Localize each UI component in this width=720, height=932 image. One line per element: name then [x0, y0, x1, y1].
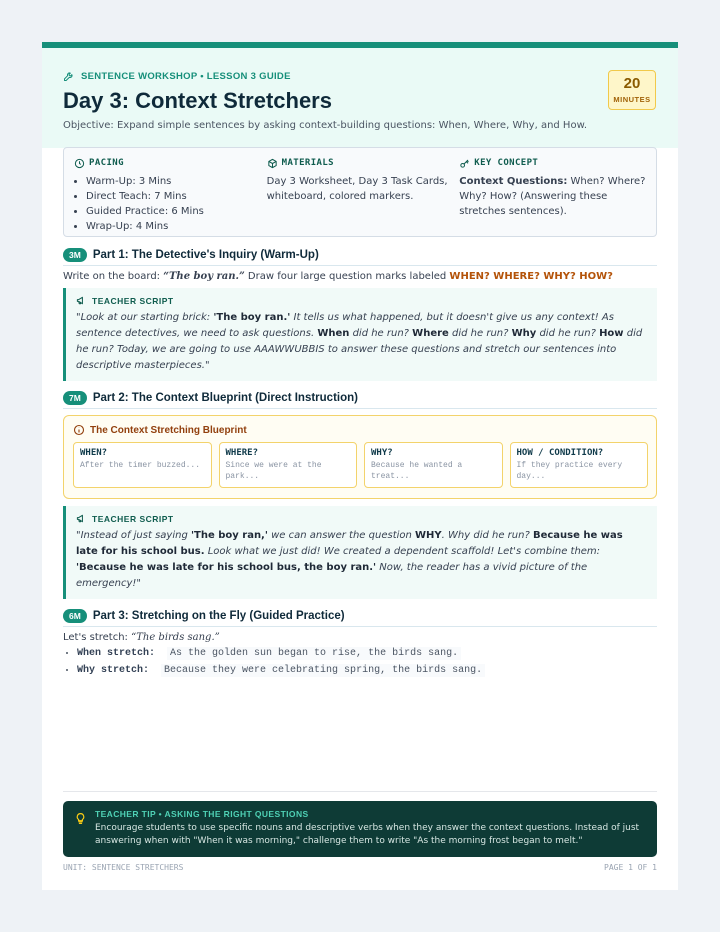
blueprint-card-where: WHERE? Since we were at the park...: [219, 442, 358, 488]
materials-column: [267, 156, 460, 228]
megaphone-icon: [76, 295, 87, 306]
pacing-list: [74, 174, 267, 234]
materials-heading: MATERIALS: [267, 156, 460, 171]
duration-pill: 6M: [63, 609, 87, 623]
teacher-script: [63, 506, 657, 599]
part1-heading: [63, 248, 657, 266]
duration-pill: 7M: [63, 391, 87, 405]
minutes-badge: [608, 70, 656, 110]
teacher-tip-box: [63, 801, 657, 857]
minutes-label: MINUTES: [613, 95, 651, 104]
section-title: Part 1: The Detective's Inquiry (Warm-Up): [92, 249, 319, 261]
box-icon: [267, 158, 278, 169]
page-header: [42, 48, 678, 148]
blueprint-card-why: WHY? Because he wanted a treat...: [364, 442, 503, 488]
script-text: "Look at our starting brick: 'The boy ran.' It tells us what happened, but it doesn't give us any context! As sentence detectives, we need to ask questions. When did he run? Where did he run? Why did he run? How did he run? Today, we are going to use AAAWWUBBIS to answer these questions and stretch our sentences into descriptive masterpieces.": [76, 312, 643, 371]
list-item: • Direct Teach: 7 Mins: [86, 189, 267, 204]
overview-box: [63, 147, 657, 237]
lightbulb-icon: [74, 812, 87, 825]
minutes-value: 20: [623, 75, 641, 92]
blueprint-box: [63, 415, 657, 499]
section-title: Part 3: Stretching on the Fly (Guided Practice): [92, 610, 345, 622]
pacing-column: [74, 156, 267, 232]
list-item: • When stretch: As the golden sun began to rise, the birds sang.: [77, 648, 657, 659]
part3-heading: [63, 609, 657, 627]
list-item: • Why stretch: Because they were celebrating spring, the birds sang.: [77, 665, 657, 676]
kicker-text: SENTENCE WORKSHOP • LESSON 3 GUIDE: [81, 70, 291, 82]
list-item: • Wrap-Up: 4 Mins: [86, 219, 267, 234]
script-heading: TEACHER SCRIPT: [76, 295, 647, 306]
duration-pill: 3M: [63, 248, 87, 262]
objective-text: Objective: Expand simple sentences by asking context-building questions: When, Where, Why, and How.: [63, 120, 588, 131]
concept-column: [459, 156, 646, 228]
info-icon: [73, 424, 85, 436]
page-title: Day 3: Context Stretchers: [63, 88, 332, 113]
tip-body: Encourage students to use specific nouns and descriptive verbs when they answer the context questions. Instead of just answering when with "When it was morning," challenge them to write "As the morning frost began to melt.": [95, 823, 640, 846]
tip-divider: [63, 791, 657, 792]
materials-text: Day 3 Worksheet, Day 3 Task Cards, whiteboard, colored markers.: [266, 176, 448, 202]
blueprint-card-when: WHEN? After the timer buzzed...: [73, 442, 212, 488]
list-item: • Guided Practice: 6 Mins: [86, 204, 267, 219]
concept-text: Context Questions: When? Where? Why? How? (Answering these stretches sentences).: [459, 176, 646, 217]
part1-section: [63, 248, 657, 381]
script-heading: TEACHER SCRIPT: [76, 513, 647, 524]
tip-title: TEACHER TIP • ASKING THE RIGHT QUESTIONS: [95, 809, 309, 819]
part2-heading: [63, 391, 657, 409]
page-number: PAGE 1 OF 1: [604, 863, 657, 872]
key-icon: [459, 158, 470, 169]
lesson-page: [42, 42, 678, 890]
list-item: • Warm-Up: 3 Mins: [86, 174, 267, 189]
teacher-script: [63, 288, 657, 381]
unit-label: UNIT: SENTENCE STRETCHERS: [63, 863, 184, 872]
section-title: Part 2: The Context Blueprint (Direct Instruction): [92, 392, 358, 404]
wrench-icon: [63, 70, 75, 82]
concept-heading: KEY CONCEPT: [459, 156, 646, 171]
header-kicker: [63, 70, 657, 82]
page-footer: [63, 863, 657, 872]
part2-section: [63, 391, 657, 599]
stretch-intro: Let's stretch: “The birds sang.”: [63, 632, 220, 643]
clock-icon: [74, 158, 85, 169]
part3-section: [63, 609, 657, 676]
blueprint-cards: [73, 442, 648, 488]
board-instruction: Write on the board: “The boy ran.” Draw four large question marks labeled WHEN? WHERE? WHY? HOW?: [63, 271, 613, 282]
script-text: "Instead of just saying 'The boy ran,' we can answer the question WHY. Why did he run? Because he was late for his school bus. Look what we just did! We created a dependent scaffold! Let's combine them: 'Because he was late for his school bus, the boy ran.' Now, the reader has a vivid picture of the emergency!": [76, 530, 623, 589]
megaphone-icon: [76, 513, 87, 524]
blueprint-card-how: HOW / CONDITION? If they practice every day...: [510, 442, 649, 488]
blueprint-title: The Context Stretching Blueprint: [73, 424, 648, 436]
stretch-list: [63, 648, 657, 676]
pacing-heading: PACING: [74, 156, 267, 171]
